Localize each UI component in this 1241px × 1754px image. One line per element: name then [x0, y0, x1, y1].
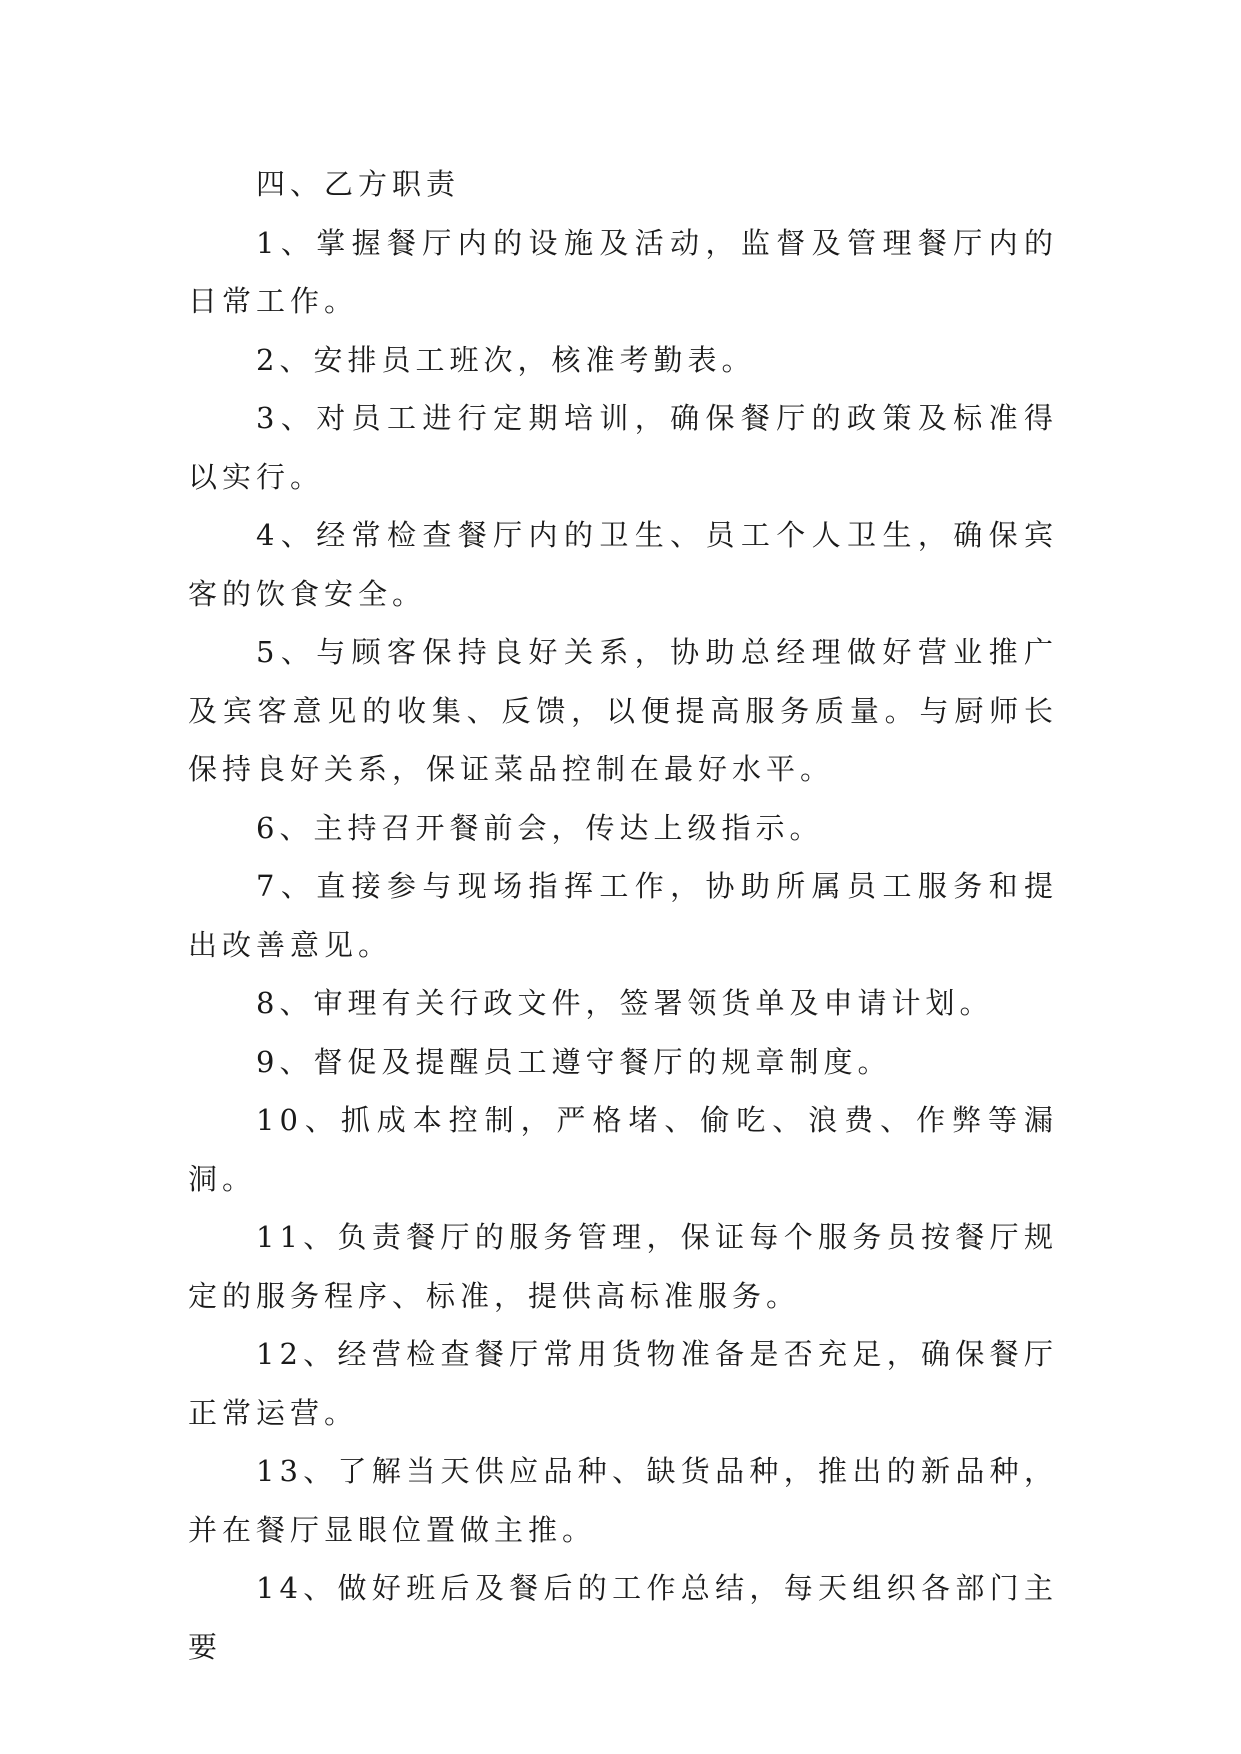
duty-paragraph-4: 4、经常检查餐厅内的卫生、员工个人卫生，确保宾客的饮食安全。	[188, 518, 1058, 611]
duty-paragraph-14: 14、做好班后及餐后的工作总结，每天组织各部门主要	[188, 1571, 1058, 1664]
duty-paragraph-12: 12、经营检查餐厅常用货物准备是否充足，确保餐厅正常运营。	[188, 1337, 1058, 1430]
duty-paragraph-1: 1、掌握餐厅内的设施及活动，监督及管理餐厅内的日常工作。	[188, 225, 1058, 318]
duty-paragraph-8: 8、审理有关行政文件，签署领货单及申请计划。	[256, 986, 994, 1020]
section-heading: 四、乙方职责	[256, 167, 461, 201]
duty-paragraph-10: 10、抓成本控制，严格堵、偷吃、浪费、作弊等漏洞。	[188, 1103, 1058, 1196]
duty-paragraph-6: 6、主持召开餐前会，传达上级指示。	[256, 810, 824, 845]
duty-paragraph-5: 5、与顾客保持良好关系，协助总经理做好营业推广及宾客意见的收集、反馈，以便提高服务质量。与厨师长保持良好关系，保证菜品控制在最好水平。	[188, 635, 1058, 786]
duty-paragraph-11: 11、负责餐厅的服务管理，保证每个服务员按餐厅规定的服务程序、标准，提供高标准服务。	[188, 1220, 1058, 1313]
duty-paragraph-13: 13、了解当天供应品种、缺货品种，推出的新品种，并在餐厅显眼位置做主推。	[188, 1454, 1058, 1547]
duty-paragraph-2: 2、安排员工班次，核准考勤表。	[256, 342, 756, 377]
duty-paragraph-3: 3、对员工进行定期培训，确保餐厅的政策及标准得以实行。	[188, 401, 1058, 494]
duty-paragraph-9: 9、督促及提醒员工遵守餐厅的规章制度。	[256, 1044, 892, 1079]
document-page	[188, 155, 1058, 1676]
duty-paragraph-7: 7、直接参与现场指挥工作，协助所属员工服务和提出改善意见。	[188, 869, 1058, 962]
